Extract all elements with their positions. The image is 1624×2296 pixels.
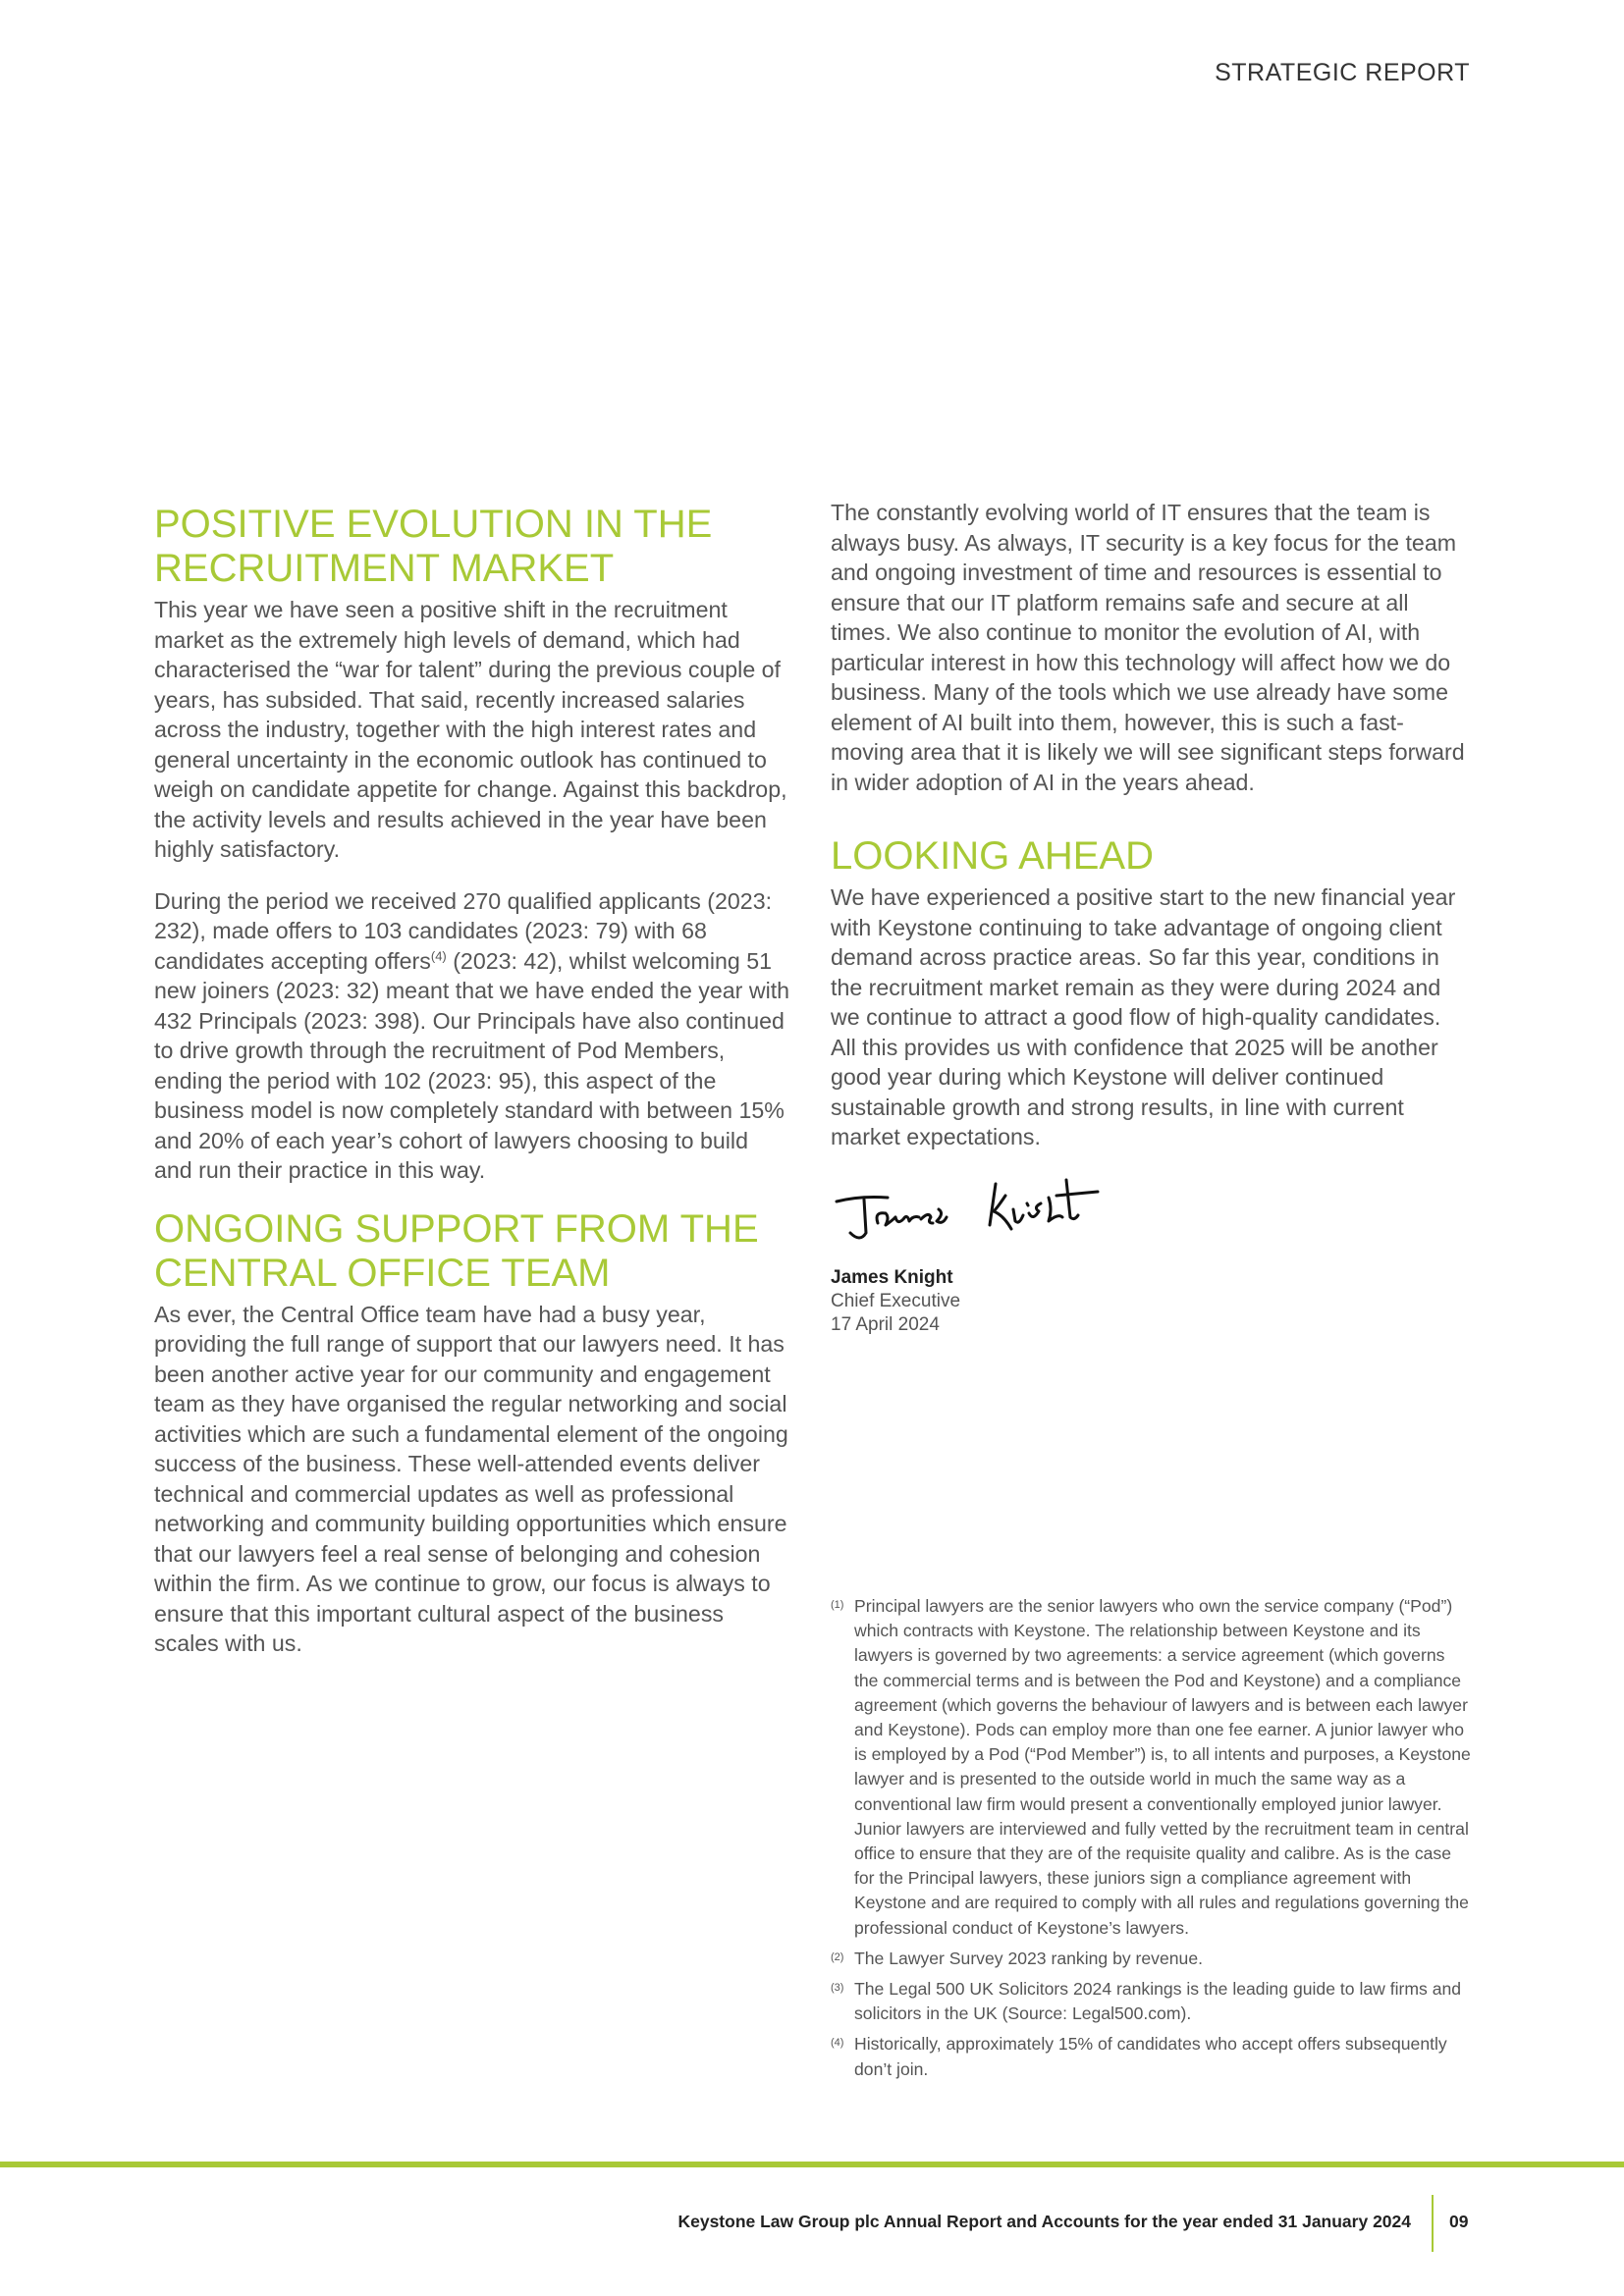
footnote-ref-4: (4) [430, 947, 447, 963]
footnote-number: (4) [831, 2037, 844, 2050]
footnotes [831, 1594, 1471, 2088]
footnote-text: The Lawyer Survey 2023 ranking by revenue. [854, 1948, 1204, 1968]
paragraph-recruitment-2 [154, 886, 792, 1186]
heading-central-office: ONGOING SUPPORT FROM THE CENTRAL OFFICE TEAM [154, 1206, 759, 1295]
footer-report-title: Keystone Law Group plc Annual Report and Accounts for the year ended 31 January 2024 [677, 2212, 1411, 2231]
footnote-number: (1) [831, 1599, 844, 1611]
paragraph-recruitment-2-part-b: (2023: 42), whilst welcoming 51 new joiners (2023: 32) meant that we have ended the year with 432 Principals (2023: 398). Our Principals have also continued to drive growth through the recruitment of Pod Members, ending the period with 102 (2023: 95), this aspect of the business model is now completely standard with between 15% and 20% of each year’s cohort of lawyers choosing to build and run their practice in this way. [154, 947, 790, 1183]
paragraph-recruitment-2-part-a: During the period we received 270 qualified applicants (2023: 232), made offers to 103 candidates (2023: 79) with 68 candidates accepting offers [154, 887, 773, 974]
heading-recruitment-market: POSITIVE EVOLUTION IN THE RECRUITMENT MARKET [154, 503, 713, 590]
signatory-role: Chief Executive [831, 1290, 961, 1311]
heading-looking-ahead: LOOKING AHEAD [831, 834, 1154, 878]
section-label: STRATEGIC REPORT [1215, 59, 1470, 86]
footnote-text: The Legal 500 UK Solicitors 2024 rankings is the leading guide to law firms and solicitors in the UK (Source: Legal500.com). [854, 1979, 1462, 2024]
footnote-item [831, 2032, 1471, 2081]
right-column [831, 500, 1469, 1337]
left-column [154, 503, 792, 1681]
signatory-name: James Knight [831, 1266, 953, 1288]
paragraph-looking-ahead: We have experienced a positive start to the new financial year with Keystone continuing to take advantage of ongoing client demand across practice areas. So far this year, conditions in the recruitment market remain as they were during 2024 and we continue to attract a good flow of high-quality candidates. All this provides us with confidence that 2025 will be another good year during which Keystone will deliver continued sustainable growth and strong results, in line with current market expectations. [831, 884, 1456, 1149]
footnote-item [831, 1594, 1471, 1941]
footnote-item [831, 1947, 1471, 1971]
signature-date: 17 April 2024 [831, 1313, 940, 1335]
footer-rule [0, 2162, 1624, 2167]
footnote-item [831, 1977, 1471, 2026]
paragraph-it: The constantly evolving world of IT ensures that the team is always busy. As always, IT security is a key focus for the team and ongoing investment of time and resources is essential to ensure that our IT platform remains safe and secure at all times. We also continue to monitor the evolution of AI, with particular interest in how this technology will affect how we do business. Many of the tools which we use already have some element of AI built into them, however, this is such a fast-moving area that it is likely we will see significant steps forward in wider adoption of AI in the years ahead. [831, 500, 1465, 795]
paragraph-central-office: As ever, the Central Office team have had a busy year, providing the full range of support that our lawyers need. It has been another active year for our community and engagement team as they have organised the regular networking and social activities which are such a fundamental element of the ongoing success of the business. These well-attended events deliver technical and commercial updates as well as professional networking and community building opportunities which ensure that our lawyers feel a real sense of belonging and cohesion within the firm. As we continue to grow, our focus is always to ensure that this important cultural aspect of the business scales with us. [154, 1301, 788, 1656]
footnote-text: Historically, approximately 15% of candidates who accept offers subsequently don’t join. [854, 2034, 1447, 2079]
footnote-number: (3) [831, 1982, 844, 1995]
page-number: 09 [1449, 2212, 1469, 2231]
paragraph-recruitment-1: This year we have seen a positive shift in the recruitment market as the extremely high levels of demand, which had characterised the “war for talent” during the previous couple of years, has subsided. That said, recently increased salaries across the industry, together with the high interest rates and general uncertainty in the economic outlook has continued to weigh on candidate appetite for change. Against this backdrop, the activity levels and results achieved in the year have been highly satisfactory. [154, 597, 787, 862]
footnote-text: Principal lawyers are the senior lawyers who own the service company (“Pod”) which contracts with Keystone. The relationship between Keystone and its lawyers is governed by two agreements: a service agreement (which governs the commercial terms and is between the Pod and Keystone) and a compliance agreement (which governs the behaviour of lawyers and is between each lawyer and Keystone). Pods can employ more than one fee earner. A junior lawyer who is employed by a Pod (“Pod Member”) is, to all intents and purposes, a Keystone lawyer and is presented to the outside world in much the same way as a conventional law firm would present a conventionally employed junior lawyer. Junior lawyers are interviewed and fully vetted by the recruitment team in central office to ensure that they are of the requisite quality and calibre. As is the case for the Principal lawyers, these juniors sign a compliance agreement with Keystone and are required to comply with all rules and regulations governing the professional conduct of Keystone’s lawyers. [854, 1596, 1471, 1938]
footer-divider [1432, 2195, 1434, 2252]
footnote-number: (2) [831, 1950, 844, 1963]
handwritten-signature [831, 1174, 1469, 1262]
signature-image [831, 1174, 1125, 1262]
